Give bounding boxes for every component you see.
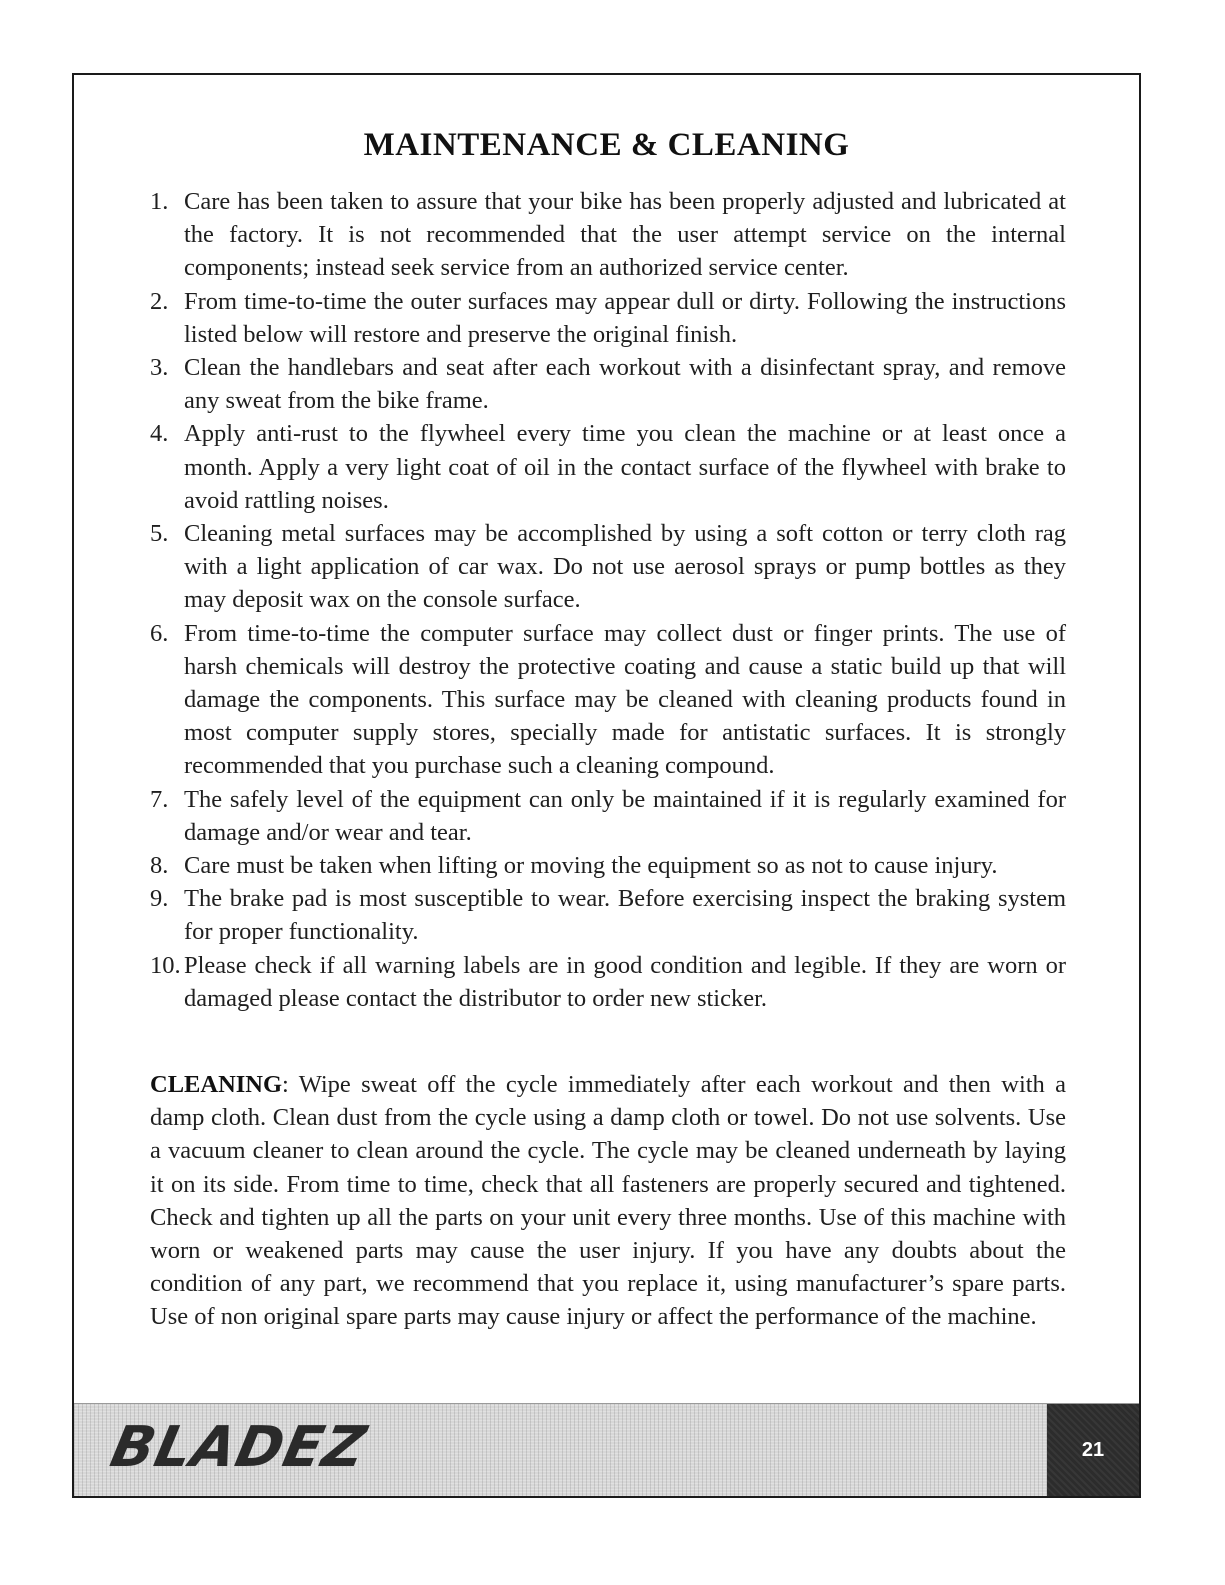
footer-bar [74, 1403, 1139, 1496]
step-text: Care must be taken when lifting or moving the equipment so as not to cause injury. [184, 852, 998, 880]
list-item [150, 285, 1066, 351]
cleaning-paragraph [150, 1068, 1066, 1334]
list-item [150, 185, 1066, 285]
page-frame [72, 73, 1141, 1498]
step-text: From time-to-time the computer surface may collect dust or finger prints. The use of harsh chemicals will destroy the protective coating and cause a static build up that will damage the components. This surface may be cleaned with cleaning products found in most computer supply stores, specially made for antistatic surfaces. It is strongly recommended that you purchase such a cleaning compound. [184, 619, 1066, 780]
step-number: 1. [150, 188, 169, 215]
step-number: 2. [150, 287, 169, 315]
step-text: Please check if all warning labels are in good condition and legible. If they are worn or damaged please contact the distributor to order new sticker. [184, 951, 1066, 1012]
step-number: 4. [150, 420, 169, 448]
list-item [150, 517, 1066, 617]
step-text: The safely level of the equipment can only be maintained if it is regularly examined for damage and/or wear and tear. [184, 785, 1066, 846]
cleaning-text: : Wipe sweat off the cycle immediately after each workout and then with a damp cloth. Clean dust from the cycle using a damp cloth or towel. Do not use solvents. Use a vacuum cleaner to clean around the cycle. The cycle may be cleaned underneath by laying it on its side. From time to time, check that all fasteners are properly secured and tightened. Check and tighten up all the parts on your unit every three months. Use of this machine with worn or weakened parts may cause the user injury. If you have any doubts about the condition of any part, we recommend that you replace it, using manufacturer’s spare parts. Use of non original spare parts may cause injury or affect the performance of the machine. [150, 1071, 1066, 1331]
page-title: MAINTENANCE & CLEANING [363, 127, 850, 163]
step-text: Cleaning metal surfaces may be accomplished by using a soft cotton or terry cloth rag with a light application of car wax. Do not use aerosol sprays or pump bottles as they may deposit wax on the console surface. [184, 520, 1066, 614]
step-text: Clean the handlebars and seat after each workout with a disinfectant spray, and remove any sweat from the bike frame. [184, 354, 1066, 415]
step-number: 6. [150, 619, 169, 647]
list-item [150, 783, 1066, 849]
step-number: 3. [150, 354, 169, 382]
step-number: 5. [150, 520, 169, 548]
step-text: The brake pad is most susceptible to wear. Before exercising inspect the braking system for proper functionality. [184, 885, 1066, 946]
list-item [150, 882, 1066, 948]
step-number: 10. [150, 951, 181, 979]
step-number: 8. [150, 852, 169, 880]
step-text: Apply anti-rust to the flywheel every time you clean the machine or at least once a month. Apply a very light coat of oil in the contact surface of the flywheel with brake to avoid rattling noises. [184, 420, 1066, 514]
brand-logo: BLADEZ [105, 1415, 373, 1480]
cleaning-label: CLEANING [150, 1071, 283, 1098]
step-text: From time-to-time the outer surfaces may appear dull or dirty. Following the instructions listed below will restore and preserve the original finish. [184, 287, 1066, 348]
maintenance-steps-list [150, 185, 1066, 1015]
list-item [150, 417, 1066, 517]
list-item [150, 949, 1066, 1015]
step-number: 9. [150, 885, 169, 913]
list-item [150, 849, 1066, 882]
step-text: Care has been taken to assure that your bike has been properly adjusted and lubricated at the factory. It is not recommended that the user attempt service on the internal components; instead seek service from an authorized service center. [184, 188, 1066, 282]
list-item [150, 351, 1066, 417]
step-number: 7. [150, 785, 169, 813]
page-number-badge [1047, 1404, 1139, 1496]
list-item [150, 617, 1066, 783]
page-number: 21 [1081, 1438, 1105, 1461]
